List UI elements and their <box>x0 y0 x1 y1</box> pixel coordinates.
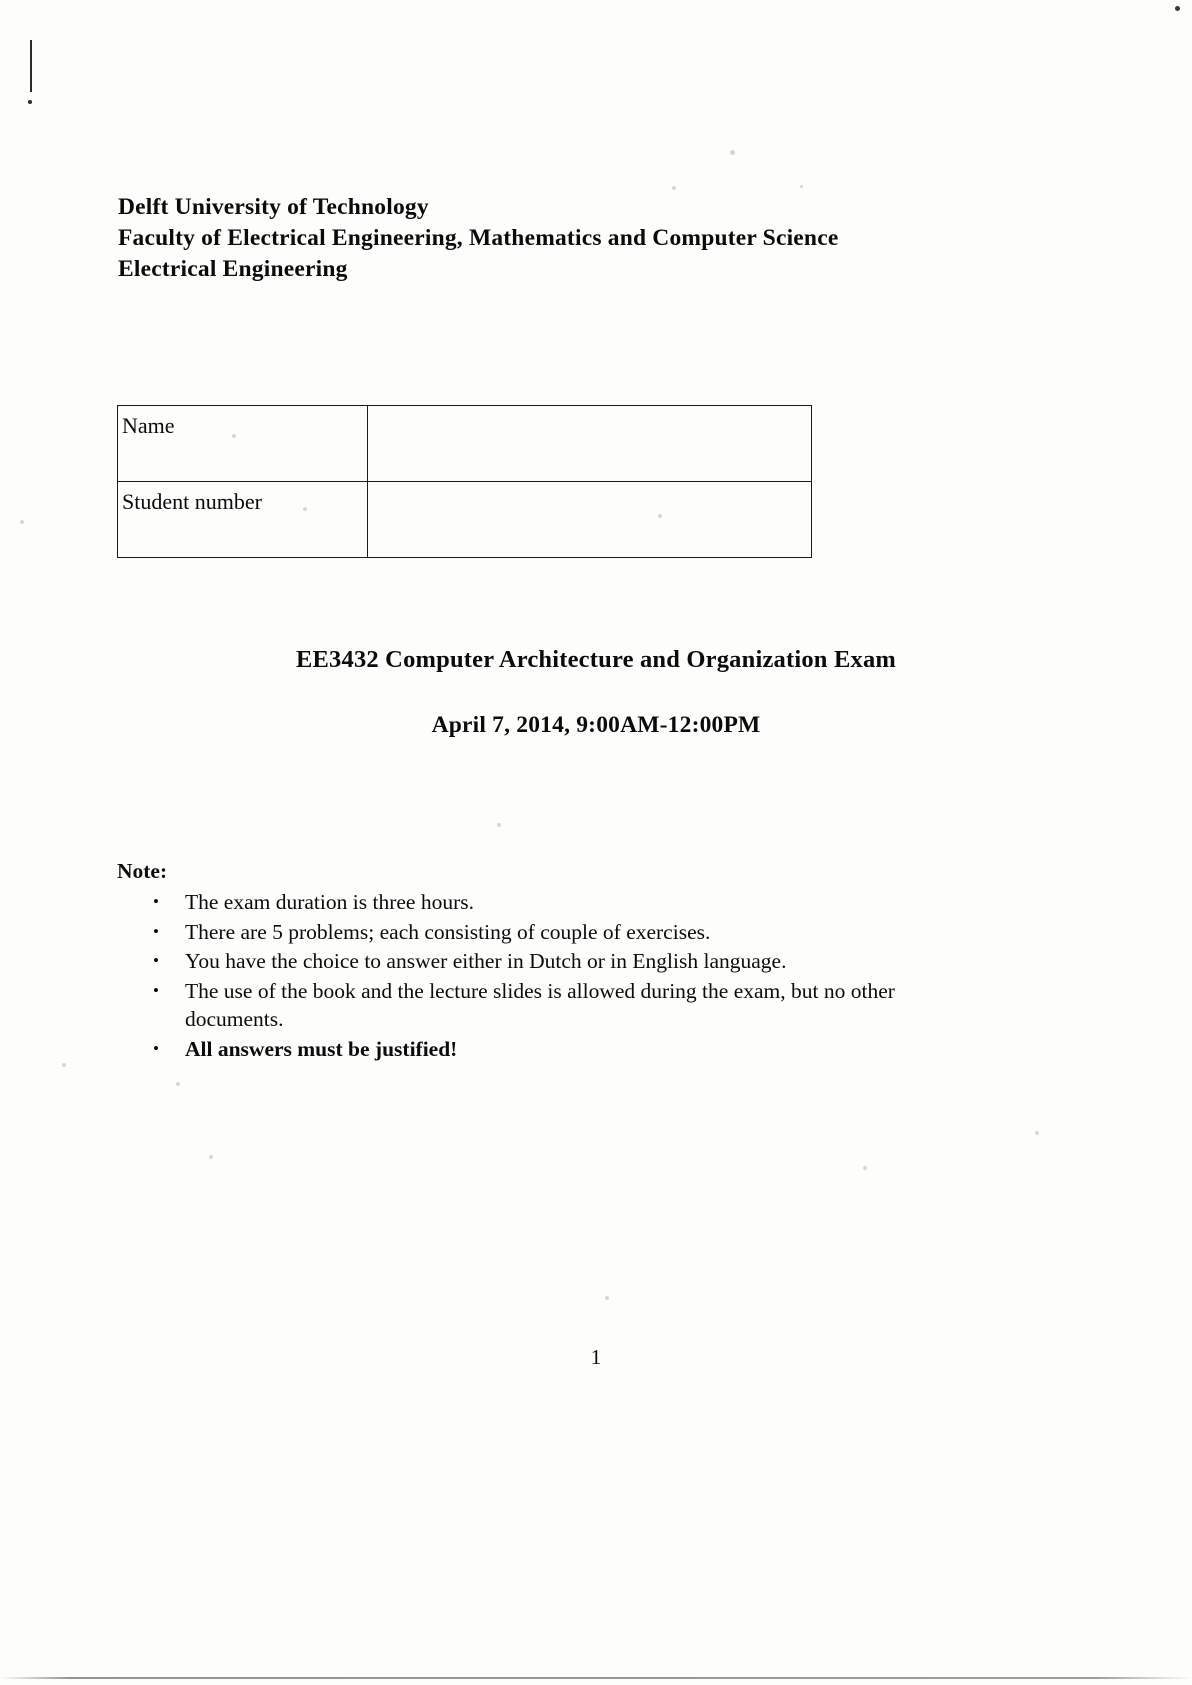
list-item <box>117 977 957 1034</box>
note-section <box>117 858 957 1063</box>
note-list <box>117 888 957 1063</box>
list-item <box>117 888 957 917</box>
list-item <box>117 918 957 947</box>
list-item <box>117 947 957 976</box>
note-item-text: All answers must be justified! <box>185 1036 458 1061</box>
table-row <box>118 406 812 482</box>
institution-heading <box>118 192 978 285</box>
institution-line-department: Electrical Engineering <box>118 256 348 282</box>
exam-title-block <box>0 646 1192 739</box>
name-label-cell: Name <box>118 406 368 482</box>
bullet-icon: • <box>153 951 159 970</box>
page-title: EE3432 Computer Architecture and Organization Exam <box>295 646 897 673</box>
bullet-icon: • <box>153 980 159 1000</box>
name-value-cell[interactable] <box>368 406 812 482</box>
student-number-value-cell[interactable] <box>368 482 812 558</box>
table-row <box>118 482 812 558</box>
note-item-text: There are 5 problems; each consisting of couple of exercises. <box>185 919 711 944</box>
institution-line-faculty: Faculty of Electrical Engineering, Mathematics and Computer Science <box>118 225 839 251</box>
list-item <box>117 1035 957 1064</box>
student-number-label-cell: Student number <box>118 482 368 558</box>
note-label: Note: <box>117 859 168 883</box>
note-item-text: The use of the book and the lecture slides is allowed during the exam, but no other documents. <box>185 978 895 1031</box>
institution-line-university: Delft University of Technology <box>118 194 429 220</box>
bullet-icon: • <box>153 921 159 941</box>
exam-date: April 7, 2014, 9:00AM-12:00PM <box>431 712 761 738</box>
bullet-icon: • <box>153 892 159 911</box>
note-item-text: The exam duration is three hours. <box>185 890 474 914</box>
page-number: 1 <box>590 1345 602 1369</box>
note-item-text: You have the choice to answer either in Dutch or in English language. <box>185 949 787 973</box>
bullet-icon: • <box>153 1038 159 1058</box>
student-info-table <box>117 405 812 558</box>
